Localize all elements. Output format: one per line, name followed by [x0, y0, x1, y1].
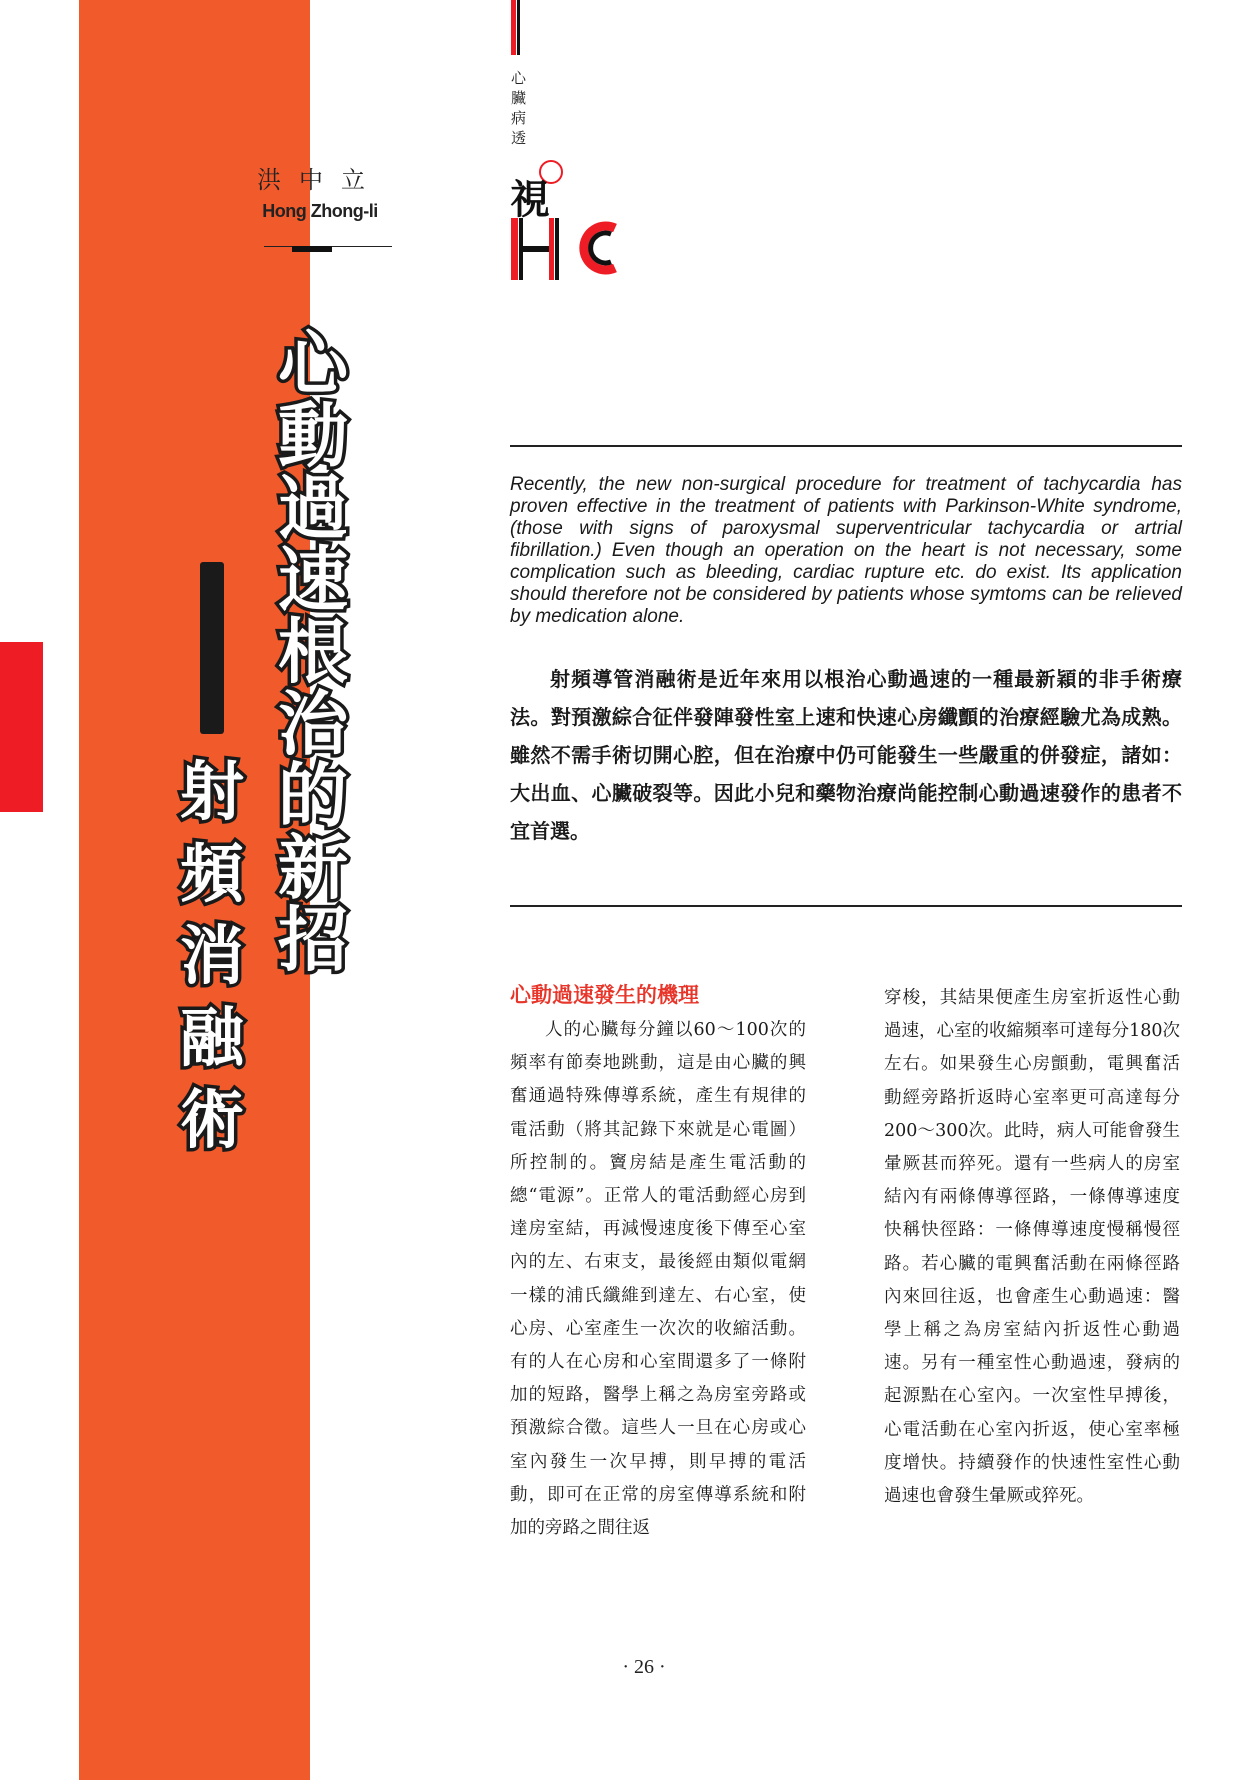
body-column-left [510, 978, 806, 1545]
title-char: 新 [278, 827, 348, 909]
author-rule-tab [292, 246, 332, 252]
logo-h-crossbar [519, 246, 553, 252]
abstract-english: Recently, the new non-surgical procedure for treatment of tachycardia has proven effective in the treatment of patients with Parkinson-White syndrome, (those with signs of paroxysmal superventricular tachycardia or artrial fibrillation.) Even though an operation on the heart is not necessary, some complication such as bleeding, cardiac rupture etc. do exist. Its application should therefore not be considered by patients whose symtoms can be relieved by medication alone. [510, 474, 1182, 627]
section-heading: 心動過速發生的機理 [510, 983, 699, 1007]
title-char: 過 [278, 467, 348, 549]
column-label-char: 透 [511, 129, 527, 147]
subtitle-char: 頻 [180, 838, 244, 912]
logo-top-black-bar [517, 0, 520, 55]
subtitle-char: 融 [180, 1002, 244, 1076]
title-char: 招 [278, 899, 348, 981]
author-block [240, 160, 400, 222]
logo-top-red-bar [511, 0, 516, 55]
author-name-en: Hong Zhong-li [262, 201, 378, 221]
title-char: 的 [278, 755, 348, 837]
page-number: · 26 · [622, 1656, 666, 1678]
abstract-chinese: 射頻導管消融術是近年來用以根治心動過速的一種最新穎的非手術療法。對預激綜合征伴發陣發性室上速和快速心房纖顫的治療經驗尤為成熟。雖然不需手術切開心腔，但在治療中仍可能發生一些嚴重的併發症，諸如：大出血、心臟破裂等。因此小兒和藥物治療尚能控制心動過速發作的患者不宜首選。 [510, 667, 1182, 843]
abstract-bottom-rule [510, 905, 1182, 907]
title-char: 治 [278, 683, 348, 765]
red-accent-block [0, 642, 43, 812]
abstract-top-rule [510, 445, 1182, 447]
title-char: 動 [278, 395, 348, 477]
title-char: 根 [278, 611, 348, 693]
logo-c-black [591, 233, 611, 263]
body-paragraph-continued: 穿梭，其結果便產生房室折返性心動過速，心室的收縮頻率可達每分180次左右。如果發生心房顫動，電興奮活動經旁路折返時心室率更可高達每分200～300次。此時，病人可能會發生暈厥甚而猝死。還有一些病人的房室結內有兩條傳導徑路，一條傳導速度快稱快徑路：一條傳導速度慢稱慢徑路。若心臟的電興奮活動在兩條徑路內來回往返，也會產生心動過速：醫學上稱之為房室結內折返性心動過速。另有一種室性心動過速，發病的起源點在心室內。一次室性早搏後，心電活動在心室內折返，使心室率極度增快。持續發作的快速性室性心動過速也會發生暈厥或猝死。 [884, 988, 1180, 1507]
article-subtitle [172, 752, 252, 1162]
logo-h-right-black [555, 218, 559, 280]
logo-h-left-red [511, 218, 518, 280]
title-char: 心 [278, 323, 348, 405]
subtitle-dash [200, 562, 224, 734]
author-name-zh: 洪中立 [257, 166, 383, 194]
logo-h-right-red [549, 218, 554, 280]
body-paragraph: 人的心臟每分鐘以60～100次的頻率有節奏地跳動，這是由心臟的興奮通過特殊傳導系統，產生有規律的電活動（將其記錄下來就是心電圖）所控制的。竇房結是產生電活動的總“電源”。正常人的電活動經心房到達房室結，再減慢速度後下傳至心室內的左、右束支，最後經由類似電網一樣的浦氏纖維到達左、右心室，使心房、心室產生一次次的收縮活動。有的人在心房和心室間還多了一條附加的短路，醫學上稱之為房室旁路或預激綜合徵。這些人一旦在心房或心室內發生一次早搏，則早搏的電活動，即可在正常的房室傳導系統和附加的旁路之間往返 [510, 1020, 806, 1539]
article-title [268, 323, 358, 981]
title-char: 速 [278, 539, 348, 621]
subtitle-char: 消 [180, 920, 244, 994]
column-label-char: 臟 [511, 89, 527, 107]
column-label-char: 心 [511, 69, 527, 87]
subtitle-char: 術 [180, 1084, 244, 1158]
subtitle-char: 射 [180, 756, 244, 830]
column-logo [511, 0, 651, 290]
body-column-right [884, 982, 1180, 1513]
column-label [511, 68, 527, 148]
column-label-char: 病 [511, 109, 527, 127]
column-label-big-char: 視 [510, 177, 550, 223]
